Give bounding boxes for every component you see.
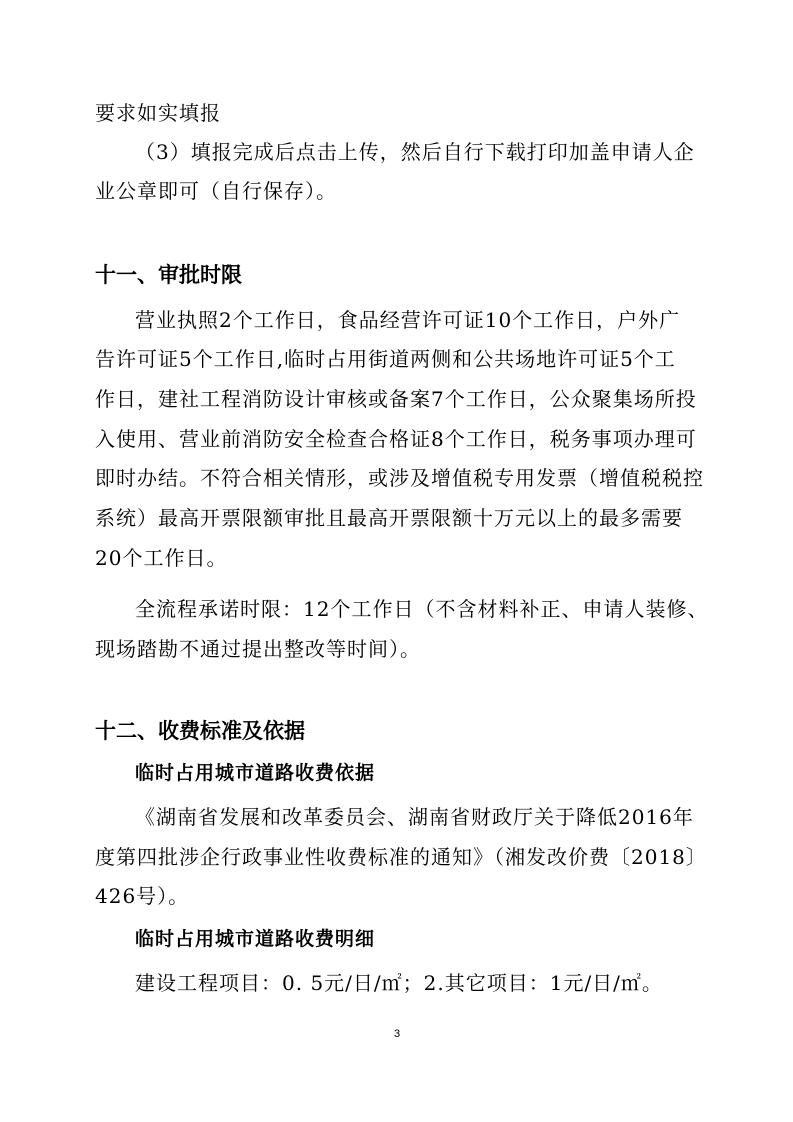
fee-basis-text-line-3: 426号）。 [95,884,190,908]
section-11-paragraph-1-line-2: 告许可证5个工作日,临时占用街道两侧和公共场地许可证5个工 [95,347,676,371]
section-12-title: 十二、收费标准及依据 [95,719,305,743]
fee-basis-text-line-1: 《湖南省发展和改革委员会、湖南省财政厅关于降低2016年 [135,805,694,829]
page-number: 3 [393,1028,401,1040]
intro-line-1: 要求如实填报 [95,101,221,125]
section-11-paragraph-1-line-3: 作日，建社工程消防设计审核或备案7个工作日，公众聚集场所投 [95,387,697,411]
section-11-title: 十一、审批时限 [95,263,242,287]
fee-basis-text-line-2: 度第四批涉企行政事业性收费标准的通知》（湘发改价费〔2018〕 [95,845,707,869]
fee-basis-title: 临时占用城市道路收费依据 [135,762,376,784]
intro-line-2: （3）填报完成后点击上传，然后自行下载打印加盖申请人企 [135,140,695,164]
section-11-paragraph-2-line-1: 全流程承诺时限：12个工作日（不含材料补正、申请人装修、 [135,597,709,621]
intro-line-3: 业公章即可（自行保存）。 [95,179,337,203]
fee-detail-title: 临时占用城市道路收费明细 [135,928,376,950]
section-11-paragraph-1-line-1: 营业执照2个工作日，食品经营许可证10个工作日，户外广 [135,308,681,332]
section-11-paragraph-1-line-4: 入使用、营业前消防安全检查合格证8个工作日，税务事项办理可 [95,427,697,451]
section-11-paragraph-1-line-5: 即时办结。不符合相关情形，或涉及增值税专用发票（增值税税控 [95,466,704,490]
section-11-paragraph-1-line-6: 系统）最高开票限额审批且最高开票限额十万元以上的最多需要 [95,506,683,530]
section-11-paragraph-1-line-7: 20个工作日。 [95,546,228,570]
fee-detail-text: 建设工程项目：0. 5元/日/㎡；2.其它项目：1元/日/㎡。 [135,971,663,995]
section-11-paragraph-2-line-2: 现场踏勘不通过提出整改等时间）。 [95,637,421,661]
